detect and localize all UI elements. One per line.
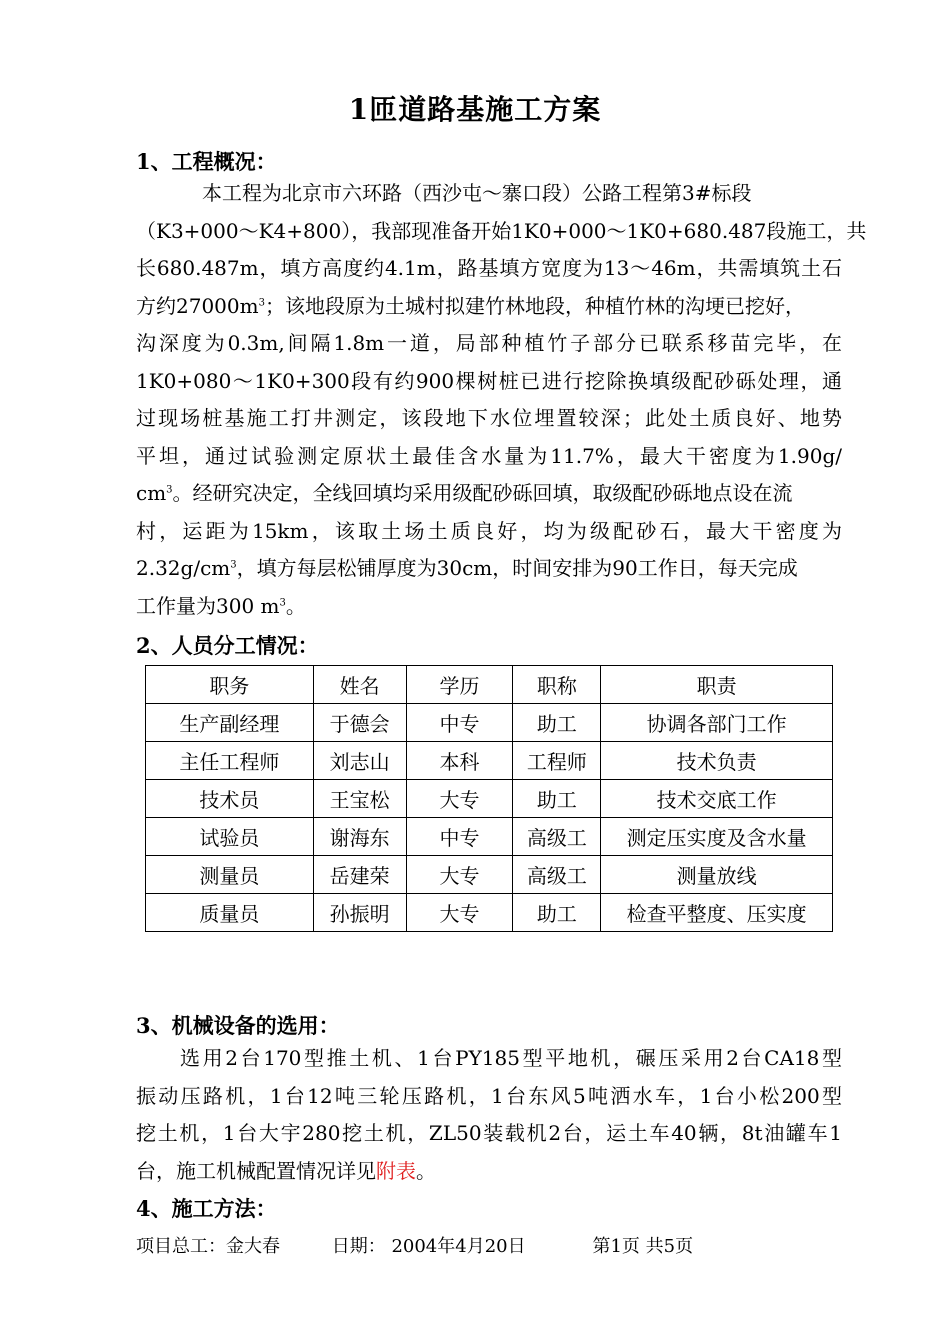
column-header: 职责 <box>601 666 833 704</box>
table-cell: 技术员 <box>146 780 314 818</box>
paragraph-line: $cm^3$。经研究决定，全线回填均采用级配砂砾回填，取级配砂砾地点设在流 <box>136 481 793 505</box>
paragraph-line: 村，运距为15km，该取土场土质良好，均为级配砂石，最大干密度为 <box>136 518 842 543</box>
paragraph-line: 挖土机，1台大宇280挖土机，ZL50装载机2台，运土车40辆，8t油罐车1 <box>136 1121 842 1145</box>
table-cell: 测定压实度及含水量 <box>601 818 833 856</box>
table-cell: 技术交底工作 <box>601 780 833 818</box>
table-cell: 高级工 <box>513 856 601 894</box>
table-cell: 助工 <box>513 704 601 742</box>
paragraph-line: $2.32g/cm^3$，填方每层松铺厚度为30cm，时间安排为90工作日，每天完成 <box>136 556 798 580</box>
table-cell: 试验员 <box>146 818 314 856</box>
column-header: 职称 <box>513 666 601 704</box>
table-cell: 孙振明 <box>313 894 406 932</box>
paragraph-line: 振动压路机，1台12吨三轮压路机，1台东风5吨洒水车，1台小松200型 <box>136 1083 842 1108</box>
table-cell: 生产副经理 <box>146 704 314 742</box>
table-header-row <box>146 666 833 704</box>
table-cell: 助工 <box>513 894 601 932</box>
table-cell: 高级工 <box>513 818 601 856</box>
table-cell: 王宝松 <box>313 780 406 818</box>
table-row <box>146 780 833 818</box>
table-cell: 测量放线 <box>601 856 833 894</box>
section-1-body <box>136 175 867 625</box>
table-row <box>146 704 833 742</box>
section-3-body <box>136 1040 842 1190</box>
paragraph-line: 本工程为北京市六环路（西沙屯～寨口段）公路工程第3#标段 <box>202 181 752 205</box>
table-row <box>146 818 833 856</box>
table-cell: 检查平整度、压实度 <box>601 894 833 932</box>
table-cell: 技术负责 <box>601 742 833 780</box>
table-cell: 工程师 <box>513 742 601 780</box>
paragraph-line: （K3+000～K4+800），我部现准备开始1K0+000～1K0+680.487段施工，共 <box>136 218 867 243</box>
table-cell: 大专 <box>406 780 513 818</box>
section-1-heading: 1、工程概况： <box>136 149 277 174</box>
table-cell: 本科 <box>406 742 513 780</box>
paragraph-line: 1K0+080～1K0+300段有约900棵树桩已进行挖除换填级配砂砾处理，通 <box>136 368 842 393</box>
footer-page-number: 第1页 共5页 <box>592 1236 694 1257</box>
appendix-link[interactable]: 附表 <box>376 1158 416 1183</box>
column-header: 学历 <box>406 666 513 704</box>
section-3-heading: 3、机械设备的选用： <box>136 1013 340 1038</box>
paragraph-line: 平坦，通过试验测定原状土最佳含水量为11.7%，最大干密度为1.90g/ <box>136 443 842 468</box>
paragraph-line: 选用2台170型推土机、1台PY185型平地机，碾压采用2台CA18型 <box>180 1046 842 1070</box>
column-header: 姓名 <box>313 666 406 704</box>
table-cell: 协调各部门工作 <box>601 704 833 742</box>
document-title: 1匝道路基施工方案 <box>348 93 602 126</box>
table-cell: 岳建荣 <box>313 856 406 894</box>
table-cell: 助工 <box>513 780 601 818</box>
table-row <box>146 742 833 780</box>
table-cell: 测量员 <box>146 856 314 894</box>
paragraph-line: 过现场桩基施工打井测定，该段地下水位埋置较深；此处土质良好、地势 <box>136 406 842 430</box>
table-cell: 大专 <box>406 856 513 894</box>
paragraph-line: 方约$27000m^3$；该地段原为土城村拟建竹林地段，种植竹林的沟埂已挖好， <box>136 293 805 318</box>
footer-manager: 项目总工：金大春 <box>136 1236 280 1257</box>
paragraph-line: 长680.487m，填方高度约4.1m，路基填方宽度为13～46m，共需填筑土石 <box>136 256 842 280</box>
section-4-heading: 4、施工方法： <box>136 1196 277 1221</box>
column-header: 职务 <box>146 666 314 704</box>
table-cell: 于德会 <box>313 704 406 742</box>
table-cell: 质量员 <box>146 894 314 932</box>
table-row <box>146 856 833 894</box>
table-cell: 主任工程师 <box>146 742 314 780</box>
table-cell: 大专 <box>406 894 513 932</box>
table-row <box>146 894 833 932</box>
paragraph-line: 台，施工机械配置情况详见附表。 <box>136 1158 436 1183</box>
footer-date: 日期： 2004年4月20日 <box>331 1236 526 1257</box>
table-cell: 中专 <box>406 818 513 856</box>
table-cell: 刘志山 <box>313 742 406 780</box>
page-footer <box>136 1232 693 1258</box>
section-2-heading: 2、人员分工情况： <box>136 633 319 658</box>
table-cell: 谢海东 <box>313 818 406 856</box>
paragraph-line: 工作量为300 $m^3$。 <box>136 593 306 618</box>
paragraph-line: 沟深度为0.3m,间隔1.8m一道，局部种植竹子部分已联系移苗完毕，在 <box>136 331 842 355</box>
staff-table <box>145 665 833 932</box>
table-cell: 中专 <box>406 704 513 742</box>
